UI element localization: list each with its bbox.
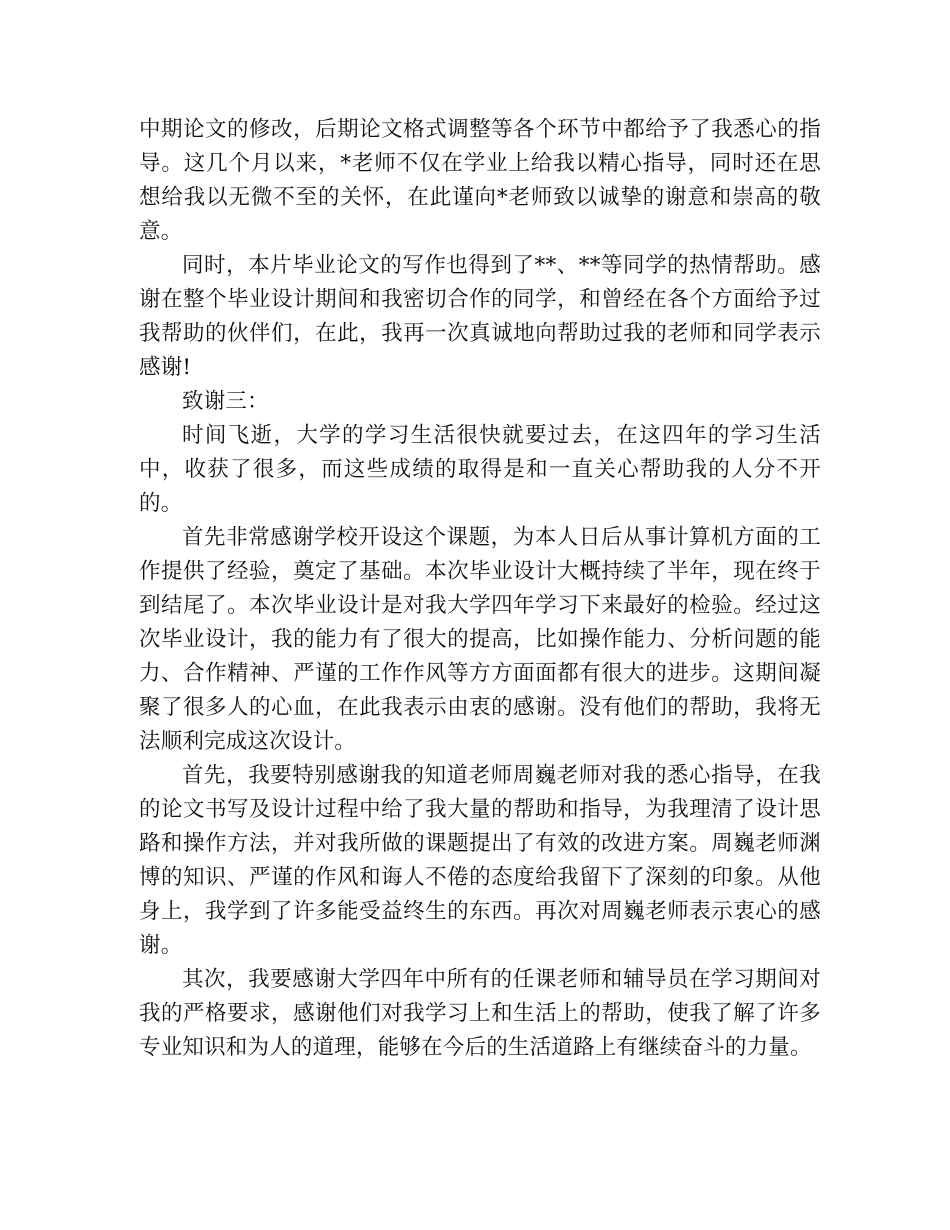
paragraph-classmates-thanks: 同时，本片毕业论文的写作也得到了**、**等同学的热情帮助。感谢在整个毕业设计期间和我密切合作的同学，和曾经在各个方面给予过我帮助的伙伴们，在此，我再一次真诚地向帮助过我的老师和同学表示感谢! (139, 253, 821, 380)
paragraph-school-thanks: 首先非常感谢学校开设这个课题，为本人日后从事计算机方面的工作提供了经验，奠定了基础。本次毕业设计大概持续了半年，现在终于到结尾了。本次毕业设计是对我大学四年学习下来最好的检验。经过这次毕业设计，我的能力有了很大的提高，比如操作能力、分析问题的能力、合作精神、严谨的工作作风等方方面面都有很大的进步。这期间凝聚了很多人的心血，在此我表示由衷的感谢。没有他们的帮助，我将无法顺利完成这次设计。 (139, 525, 821, 754)
paragraph-advisor-thanks: 首先，我要特别感谢我的知道老师周巍老师对我的悉心指导，在我的论文书写及设计过程中给了我大量的帮助和指导，为我理清了设计思路和操作方法，并对我所做的课题提出了有效的改进方案。周巍老师渊博的知识、严谨的作风和诲人不倦的态度给我留下了深刻的印象。从他身上，我学到了许多能受益终生的东西。再次对周巍老师表示衷心的感谢。 (139, 763, 821, 958)
section-heading-acknowledgement-three: 致谢三： (182, 389, 269, 414)
document-body (139, 113, 821, 1065)
paragraph-teachers-thanks: 其次，我要感谢大学四年中所有的任课老师和辅导员在学习期间对我的严格要求，感谢他们对我学习上和生活上的帮助，使我了解了许多专业知识和为人的道理，能够在今后的生活道路上有继续奋斗的力量。 (139, 967, 821, 1060)
paragraph-time-flies: 时间飞逝，大学的学习生活很快就要过去，在这四年的学习生活中，收获了很多，而这些成绩的取得是和一直关心帮助我的人分不开的。 (139, 423, 821, 516)
paragraph-continuation: 中期论文的修改，后期论文格式调整等各个环节中都给予了我悉心的指导。这几个月以来，*老师不仅在学业上给我以精心指导，同时还在思想给我以无微不至的关怀，在此谨向*老师致以诚挚的谢意和崇高的敬意。 (139, 117, 821, 244)
